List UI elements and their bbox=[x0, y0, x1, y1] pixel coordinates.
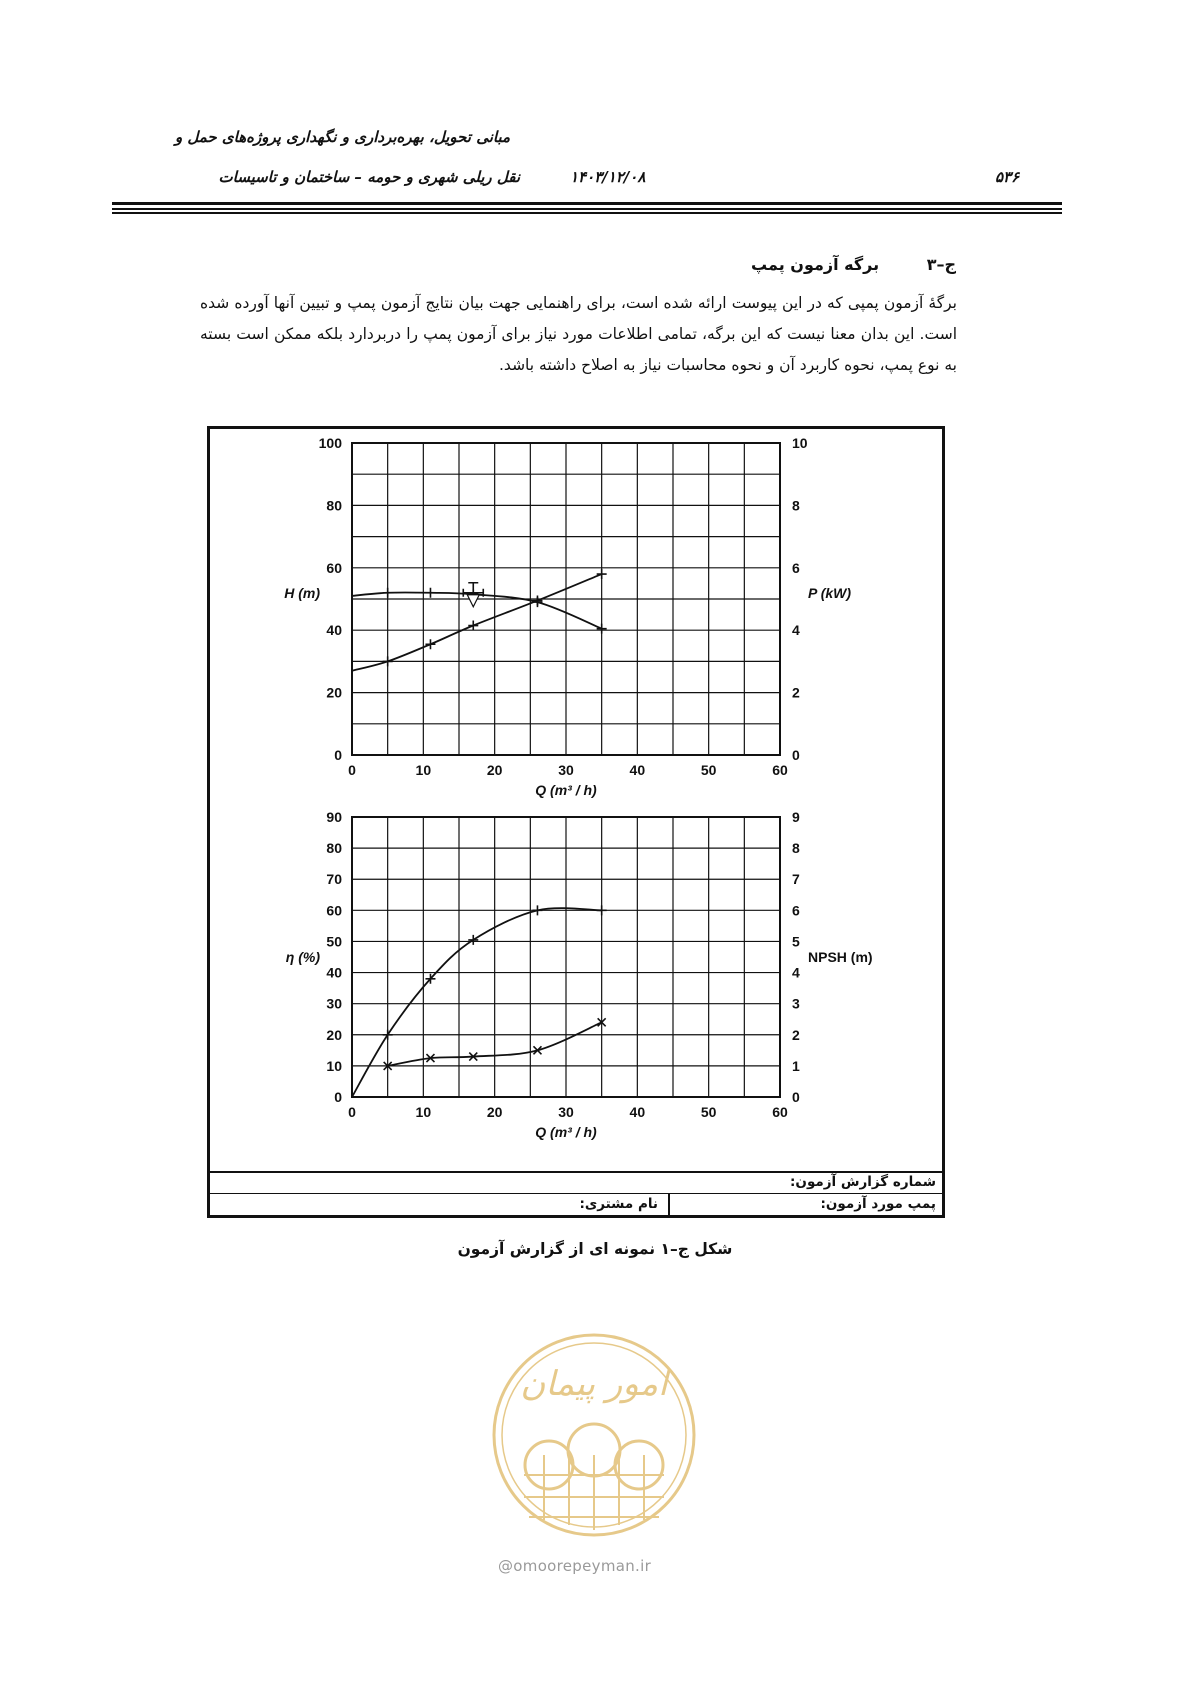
form-rule-top bbox=[210, 1171, 942, 1173]
x-axis-label: Q (m³ / h) bbox=[535, 1124, 597, 1140]
y-right-tick-label: 7 bbox=[792, 871, 800, 888]
y-left-tick-label: 50 bbox=[326, 933, 342, 950]
running-header-title-line2: نقل ریلی شهری و حومه – ساختمان و تاسیسات bbox=[218, 168, 520, 186]
section-paragraph: برگهٔ آزمون پمپی که در این پیوست ارائه شده است، برای راهنمایی جهت بیان نتایج آزمون پمپ و تبیین آنها آورده شده است. این بدان معنا نیست که این برگه، تمامی اطلاعات مورد نیاز برای آزمون پمپ را دربردارد بلکه ممکن است بسته به نوع پمپ، نحوه کاربرد آن و نحوه محاسبات نیاز به اصلاح داشته باشد. bbox=[200, 294, 957, 374]
y-right-tick-label: 9 bbox=[792, 809, 800, 825]
header-rule-thick bbox=[112, 202, 1062, 205]
customer-name-label: نام مشتری: bbox=[579, 1196, 658, 1212]
y-left-tick-label: 20 bbox=[326, 1026, 342, 1043]
section-title: برگه آزمون پمپ bbox=[751, 255, 880, 274]
y-left-tick-label: 60 bbox=[326, 559, 342, 576]
data-point-marker bbox=[425, 588, 435, 598]
y-right-tick-label: 1 bbox=[792, 1057, 800, 1074]
report-number-label: شماره گزارش آزمون: bbox=[790, 1174, 936, 1190]
data-point-marker bbox=[425, 639, 435, 649]
y-left-tick-label: 30 bbox=[326, 995, 342, 1012]
y-right-tick-label: 3 bbox=[792, 995, 800, 1012]
x-tick-label: 30 bbox=[558, 762, 574, 778]
data-point-marker bbox=[532, 905, 542, 915]
y-left-tick-label: 60 bbox=[326, 902, 342, 919]
x-tick-label: 30 bbox=[558, 1104, 574, 1120]
running-header-title-line1: مبانی تحویل، بهره‌برداری و نگهداری پروژه‌های حمل و bbox=[174, 128, 510, 146]
y-left-tick-label: 80 bbox=[326, 497, 342, 514]
y-left-tick-label: 90 bbox=[326, 809, 342, 825]
x-tick-label: 40 bbox=[629, 762, 646, 778]
y-right-tick-label: 6 bbox=[792, 559, 800, 576]
header-rule-thin-2 bbox=[112, 212, 1062, 214]
y-right-tick-label: 5 bbox=[792, 933, 800, 950]
data-point-marker bbox=[468, 621, 478, 631]
watermark-stamp bbox=[484, 1325, 704, 1565]
x-tick-label: 60 bbox=[772, 762, 788, 778]
x-tick-label: 60 bbox=[772, 1104, 788, 1120]
section-number: ج–۳ bbox=[926, 255, 956, 274]
running-header-date: ۱۴۰۳/۱۲/۰۸ bbox=[570, 168, 646, 186]
data-point-marker bbox=[597, 624, 607, 634]
y-left-tick-label: 40 bbox=[326, 964, 342, 981]
y-left-tick-label: 80 bbox=[326, 840, 342, 857]
pump-under-test-label: پمپ مورد آزمون: bbox=[820, 1196, 936, 1212]
x-tick-label: 50 bbox=[700, 762, 717, 778]
y-right-tick-label: 2 bbox=[792, 1026, 800, 1043]
guarantee-point-triangle bbox=[467, 595, 479, 607]
y-left-axis-label: H (m) bbox=[284, 584, 320, 601]
y-right-tick-label: 4 bbox=[792, 964, 800, 981]
x-tick-label: 20 bbox=[486, 762, 503, 778]
x-tick-label: 10 bbox=[415, 762, 432, 778]
data-point-marker bbox=[597, 905, 607, 915]
x-tick-label: 50 bbox=[700, 1104, 717, 1120]
y-right-tick-label: 2 bbox=[792, 684, 800, 701]
y-left-tick-label: 20 bbox=[326, 684, 342, 701]
y-right-tick-label: 10 bbox=[792, 435, 808, 451]
x-tick-label: 0 bbox=[348, 1104, 356, 1120]
y-left-axis-label: η (%) bbox=[285, 949, 320, 965]
form-divider bbox=[668, 1193, 670, 1217]
y-left-tick-label: 70 bbox=[326, 871, 342, 888]
y-left-tick-label: 10 bbox=[326, 1057, 342, 1074]
y-right-tick-label: 8 bbox=[792, 497, 800, 514]
x-tick-label: 20 bbox=[486, 1104, 503, 1120]
data-point-marker bbox=[597, 569, 607, 579]
pump-curves-chart bbox=[210, 429, 942, 1171]
x-tick-label: 40 bbox=[629, 1104, 646, 1120]
page-number: ۵۳۶ bbox=[995, 168, 1020, 186]
test-report-form bbox=[210, 1171, 942, 1217]
watermark-url: @omoorepeyman.ir bbox=[498, 1557, 652, 1575]
y-right-tick-label: 0 bbox=[792, 1089, 800, 1105]
data-point-marker bbox=[383, 656, 393, 666]
x-tick-label: 0 bbox=[348, 762, 356, 778]
header-rule-thin bbox=[112, 208, 1062, 210]
data-point-marker bbox=[383, 1030, 393, 1040]
stamp-grid bbox=[524, 1455, 664, 1530]
section-heading bbox=[751, 255, 956, 274]
gear-icon bbox=[525, 1441, 573, 1489]
y-right-tick-label: 8 bbox=[792, 840, 800, 857]
y-left-tick-label: 0 bbox=[334, 1089, 342, 1105]
form-rule-middle-right bbox=[210, 1193, 942, 1194]
x-tick-label: 10 bbox=[415, 1104, 432, 1120]
y-left-tick-label: 0 bbox=[334, 747, 342, 763]
pump-test-report-figure bbox=[207, 426, 945, 1218]
y-right-tick-label: 6 bbox=[792, 902, 800, 919]
data-point-marker bbox=[468, 935, 478, 945]
gear-icon-right bbox=[615, 1441, 663, 1489]
y-left-tick-label: 40 bbox=[326, 622, 342, 639]
data-point-marker bbox=[383, 588, 393, 598]
series-line bbox=[352, 574, 602, 671]
watermark-logo-text: امور پیمان bbox=[520, 1364, 668, 1404]
y-right-axis-label: P (kW) bbox=[808, 584, 852, 601]
y-right-tick-label: 4 bbox=[792, 622, 800, 639]
y-right-tick-label: 0 bbox=[792, 747, 800, 763]
y-right-axis-label: NPSH (m) bbox=[808, 949, 873, 965]
figure-caption: شکل ج–۱ نمونه ای از گزارش آزمون bbox=[457, 1240, 733, 1258]
y-left-tick-label: 100 bbox=[318, 435, 342, 451]
x-axis-label: Q (m³ / h) bbox=[535, 782, 597, 798]
